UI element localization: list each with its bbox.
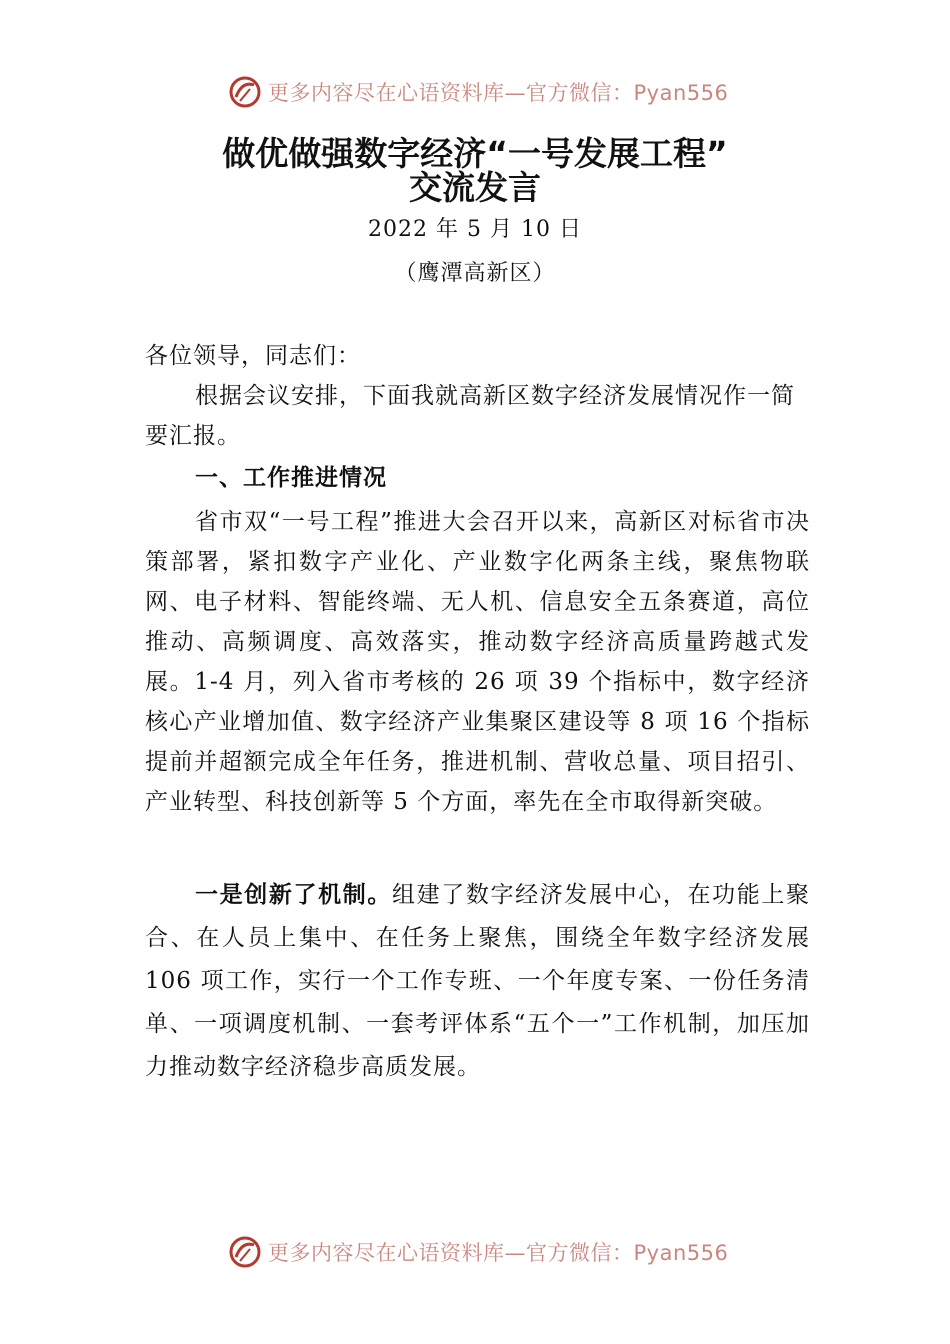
mechanism-body: 组建了数字经济发展中心，在功能上聚合、在人员上集中、在任务上聚焦，围绕全年数字经济发展 106 项工作，实行一个工作专班、一个年度专案、一份任务清单、一项调度机制、一套考评体系“五个一”工作机制，加压加力推动数字经济稳步高质发展。 [145, 882, 810, 1080]
mechanism-lead: 一是创新了机制。 [195, 882, 392, 908]
document-organization: （鹰潭高新区） [394, 261, 556, 286]
greeting: 各位领导，同志们： [145, 343, 361, 369]
document-date: 2022 年 5 月 10 日 [368, 217, 582, 242]
watermark-bottom [228, 1232, 748, 1272]
watermark-text: 更多内容尽在心语资料库—官方微信：Pyan556 [268, 1241, 729, 1265]
document-title-line2: 交流发言 [409, 168, 541, 207]
watermark-top [228, 72, 748, 112]
section-heading-1: 一、工作推进情况 [195, 465, 387, 491]
brush-seal-logo-icon [228, 1235, 262, 1269]
mechanism-paragraph [145, 874, 810, 1089]
document-title-line1: 做优做强数字经济“一号发展工程” [222, 134, 728, 173]
intro-paragraph: 根据会议安排，下面我就高新区数字经济发展情况作一简要汇报。 [145, 383, 795, 449]
progress-paragraph: 省市双“一号工程”推进大会召开以来，高新区对标省市决策部署，紧扣数字产业化、产业数字化两条主线，聚焦物联网、电子材料、智能终端、无人机、信息安全五条赛道，高位推动、高频调度、高效落实，推动数字经济高质量跨越式发展。1-4 月，列入省市考核的 26 项 39 个指标中，数字经济核心产业增加值、数字经济产业集聚区建设等 8 项 16 个指标提前并超额完成全年任务，推进机制、营收总量、项目招引、产业转型、科技创新等 5 个方面，率先在全市取得新突破。 [145, 509, 810, 815]
watermark-text: 更多内容尽在心语资料库—官方微信：Pyan556 [268, 81, 729, 105]
brush-seal-logo-icon [228, 75, 262, 109]
